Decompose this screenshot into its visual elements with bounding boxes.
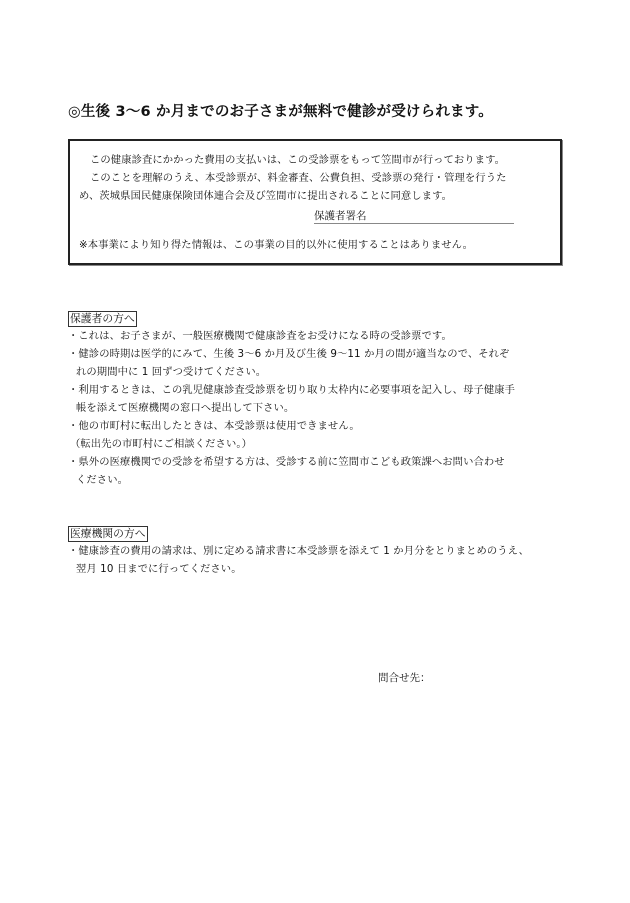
guardian-line: れの期間中に 1 回ずつ受けてください。 <box>76 366 267 378</box>
consent-box <box>68 139 562 265</box>
guardian-line: ・県外の医療機関での受診を希望する方は、受診する前に笠間市こども政策課へお問い合わせ <box>68 456 505 468</box>
contact-label: 問合せ先： <box>378 672 431 684</box>
guardian-line: ください。 <box>76 474 128 486</box>
privacy-note: ※本事業により知り得た情報は、この事業の目的以外に使用することはありません。 <box>79 239 474 251</box>
medical-section-heading: 医療機関の方へ <box>70 527 146 540</box>
consent-line-2: このことを理解のうえ、本受診票が、料金審査、公費負担、受診票の発行・管理を行うた <box>90 172 507 184</box>
guardian-line: ・利用するときは、この乳児健康診査受診票を切り取り太枠内に必要事項を記入し、母子健康手 <box>68 384 516 396</box>
guardian-line: ・これは、お子さまが、一般医療機関で健康診査をお受けになる時の受診票です。 <box>68 330 452 342</box>
guardian-line: 帳を添えて医療機関の窓口へ提出して下さい。 <box>76 402 295 414</box>
consent-line-1: この健康診査にかかった費用の支払いは、この受診票をもって笠間市が行っております。 <box>90 154 506 166</box>
guardian-section-heading: 保護者の方へ <box>70 312 135 325</box>
medical-line: ・健康診査の費用の請求は、別に定める請求書に本受診票を添えて 1 か月分をとりまとめのうえ、 <box>68 545 530 557</box>
medical-line: 翌月 10 日までに行ってください。 <box>76 563 242 575</box>
guardian-line: ・他の市町村に転出したときは、本受診票は使用できません。 <box>68 420 360 432</box>
signature-field[interactable] <box>314 209 514 224</box>
guardian-line: ・健診の時期は医学的にみて、生後 3〜6 か月及び生後 9〜11 か月の間が適当なので、それぞ <box>68 348 510 360</box>
consent-line-3: め、茨城県国民健康保険団体連合会及び笠間市に提出されることに同意します。 <box>79 190 453 202</box>
page-title: ◎生後 3〜6 か月までのお子さまが無料で健診が受けられます。 <box>68 104 493 120</box>
guardian-line: （転出先の市町村にご相談ください。） <box>70 438 252 450</box>
signature-label: 保護者署名 <box>314 210 367 222</box>
